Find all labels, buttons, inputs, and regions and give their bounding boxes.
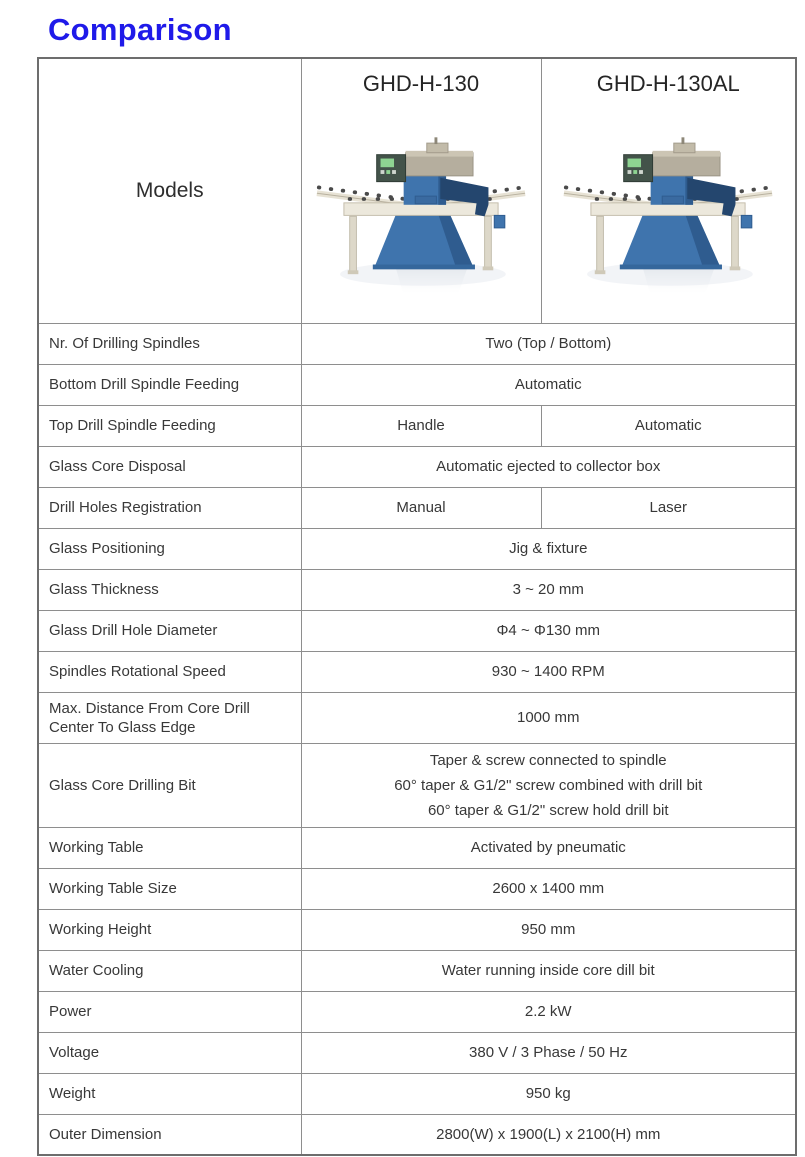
- spec-value: Φ4 ~ Φ130 mm: [301, 610, 796, 651]
- model-name-ghd-h-130: GHD-H-130: [362, 71, 480, 96]
- spec-label: Top Drill Spindle Feeding: [38, 405, 301, 446]
- table-header: [38, 58, 796, 323]
- machine-image-ghd-h-130al: [543, 99, 795, 299]
- spec-label: Spindles Rotational Speed: [38, 651, 301, 692]
- table-row: [38, 446, 796, 487]
- table-row: [38, 651, 796, 692]
- spec-value: 2800(W) x 1900(L) x 2100(H) mm: [301, 1114, 796, 1155]
- spec-value: Two (Top / Bottom): [301, 323, 796, 364]
- table-row: [38, 1114, 796, 1155]
- spec-value: 2.2 kW: [301, 991, 796, 1032]
- table-row: [38, 364, 796, 405]
- spec-value: 930 ~ 1400 RPM: [301, 651, 796, 692]
- spec-label: Working Table: [38, 827, 301, 868]
- table-row: [38, 1073, 796, 1114]
- table-row: [38, 610, 796, 651]
- spec-value: 2600 x 1400 mm: [301, 868, 796, 909]
- table-row: [38, 405, 796, 446]
- table-row: [38, 991, 796, 1032]
- table-row: [38, 868, 796, 909]
- spec-value: Laser: [541, 487, 796, 528]
- spec-value: Manual: [301, 487, 541, 528]
- spec-label: Bottom Drill Spindle Feeding: [38, 364, 301, 405]
- model-column-ghd-h-130al: [541, 58, 796, 323]
- spec-value: 380 V / 3 Phase / 50 Hz: [301, 1032, 796, 1073]
- machine-image-ghd-h-130: [303, 99, 540, 299]
- table-row: [38, 528, 796, 569]
- spec-value: Activated by pneumatic: [301, 827, 796, 868]
- spec-label: Water Cooling: [38, 950, 301, 991]
- spec-value: 950 kg: [301, 1073, 796, 1114]
- spec-label: Glass Thickness: [38, 569, 301, 610]
- table-row: [38, 950, 796, 991]
- table-row: [38, 487, 796, 528]
- page-title: Comparison: [48, 12, 232, 47]
- table-row: [38, 692, 796, 743]
- spec-label: Working Table Size: [38, 868, 301, 909]
- spec-label: Glass Positioning: [38, 528, 301, 569]
- table-row: [38, 827, 796, 868]
- spec-value: 1000 mm: [301, 692, 796, 743]
- spec-label: Nr. Of Drilling Spindles: [38, 323, 301, 364]
- spec-label: Max. Distance From Core Drill Center To Glass Edge: [38, 692, 301, 743]
- comparison-table: [37, 57, 797, 1156]
- table-row: [38, 323, 796, 364]
- spec-label: Working Height: [38, 909, 301, 950]
- models-header-cell: [38, 58, 301, 323]
- spec-label: Glass Core Disposal: [38, 446, 301, 487]
- header-row: [38, 58, 796, 323]
- spec-value: Automatic: [541, 405, 796, 446]
- model-column-ghd-h-130: [301, 58, 541, 323]
- spec-label: Weight: [38, 1073, 301, 1114]
- spec-label: Power: [38, 991, 301, 1032]
- spec-value: Automatic ejected to collector box: [301, 446, 796, 487]
- machine-photo: [562, 99, 774, 299]
- table-row: [38, 1032, 796, 1073]
- spec-label: Voltage: [38, 1032, 301, 1073]
- table-row: [38, 569, 796, 610]
- table-row: [38, 909, 796, 950]
- spec-label: Outer Dimension: [38, 1114, 301, 1155]
- spec-value: 3 ~ 20 mm: [301, 569, 796, 610]
- spec-value: Taper & screw connected to spindle 60° taper & G1/2" screw combined with drill bit 60° taper & G1/2" screw hold drill bit: [301, 743, 796, 827]
- spec-label: Glass Core Drilling Bit: [38, 743, 301, 827]
- spec-label: Drill Holes Registration: [38, 487, 301, 528]
- spec-rows: [38, 323, 796, 1155]
- spec-value: Automatic: [301, 364, 796, 405]
- spec-value: 950 mm: [301, 909, 796, 950]
- spec-label: Glass Drill Hole Diameter: [38, 610, 301, 651]
- model-name-ghd-h-130al: GHD-H-130AL: [596, 71, 740, 96]
- table-row: [38, 743, 796, 827]
- models-label: Models: [135, 178, 204, 202]
- spec-value: Handle: [301, 405, 541, 446]
- spec-value: Water running inside core dill bit: [301, 950, 796, 991]
- machine-photo: [315, 99, 527, 299]
- spec-value: Jig & fixture: [301, 528, 796, 569]
